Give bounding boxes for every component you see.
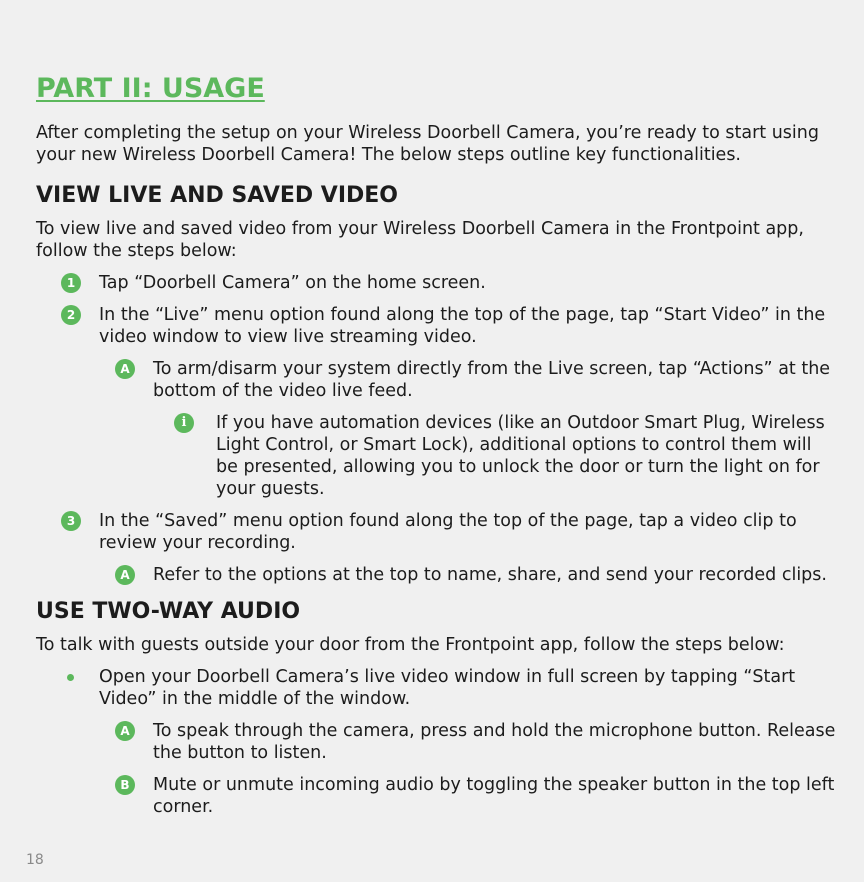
substep-letter-badge: A — [115, 565, 135, 585]
page-content — [36, 72, 836, 818]
substep-letter-badge: A — [115, 359, 135, 379]
audio-bullet-item — [99, 666, 836, 710]
substep-3a — [120, 564, 836, 586]
substep-text: To speak through the camera, press and hold the microphone button. Release the button to listen. — [153, 721, 836, 763]
substep-audio-b — [120, 774, 836, 818]
view-video-lead: To view live and saved video from your Wireless Doorbell Camera in the Frontpoint app, follow the steps below: — [36, 219, 804, 261]
page-number: 18 — [26, 852, 44, 868]
step-text: Tap “Doorbell Camera” on the home screen. — [99, 273, 486, 293]
step-number-badge: 1 — [61, 273, 81, 293]
two-way-audio-lead: To talk with guests outside your door from the Frontpoint app, follow the steps below: — [36, 635, 785, 655]
substep-letter-badge: B — [115, 775, 135, 795]
bullet-dot-icon — [67, 674, 74, 681]
bullet-text: Open your Doorbell Camera’s live video window in full screen by tapping “Start Video” in the middle of the window. — [99, 667, 796, 709]
step-text: In the “Live” menu option found along the top of the page, tap “Start Video” in the video window to view live streaming video. — [99, 305, 826, 347]
substep-audio-a — [120, 720, 836, 764]
substep-text: Mute or unmute incoming audio by toggling the speaker button in the top left corner. — [153, 775, 835, 817]
substep-letter-badge: A — [115, 721, 135, 741]
substep-text: To arm/disarm your system directly from the Live screen, tap “Actions” at the bottom of the video live feed. — [153, 359, 831, 401]
step-text: In the “Saved” menu option found along the top of the page, tap a video clip to review your recording. — [99, 511, 797, 553]
intro-paragraph: After completing the setup on your Wireless Doorbell Camera, you’re ready to start using your new Wireless Doorbell Camera! The below steps outline key functionalities. — [36, 123, 819, 165]
substep-2a — [120, 358, 836, 402]
info-note — [181, 412, 836, 500]
info-icon: i — [174, 413, 194, 433]
step-2 — [66, 304, 836, 348]
step-1 — [66, 272, 836, 294]
step-3 — [66, 510, 836, 554]
section-heading-two-way-audio: USE TWO-WAY AUDIO — [36, 599, 301, 624]
section-heading-view-video: VIEW LIVE AND SAVED VIDEO — [36, 183, 399, 208]
part-title: PART II: USAGE — [36, 73, 265, 104]
step-number-badge: 2 — [61, 305, 81, 325]
step-number-badge: 3 — [61, 511, 81, 531]
info-text: If you have automation devices (like an Outdoor Smart Plug, Wireless Light Control, or Smart Lock), additional options to control them will be presented, allowing you to unlock the door or turn the light on for your guests. — [216, 413, 825, 499]
substep-text: Refer to the options at the top to name, share, and send your recorded clips. — [153, 565, 827, 585]
